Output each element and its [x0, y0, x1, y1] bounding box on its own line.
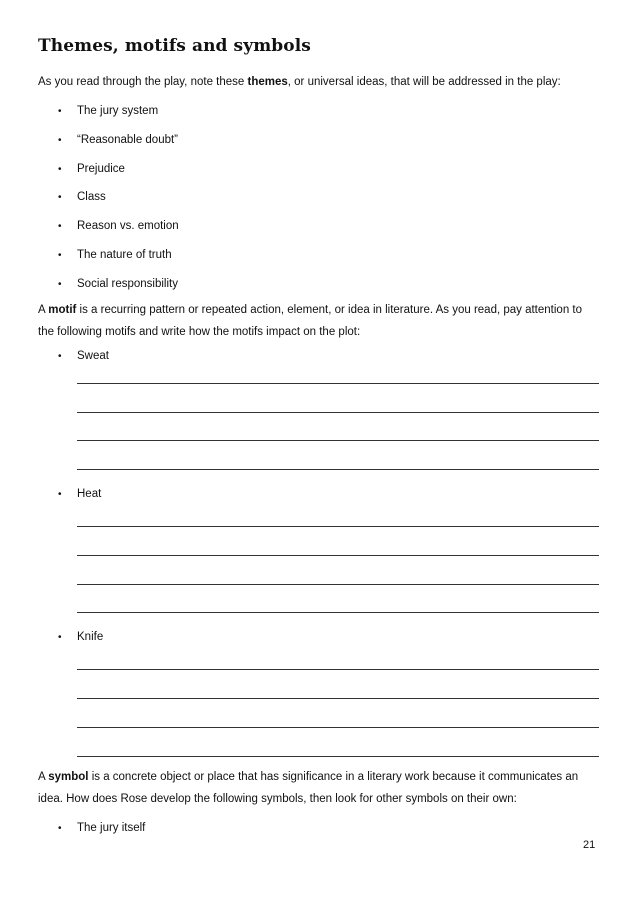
- theme-item: [58, 219, 179, 234]
- theme-label: The jury system: [77, 105, 159, 117]
- motif-intro: [38, 299, 600, 343]
- bullet-icon: •: [58, 221, 62, 232]
- bullet-icon: •: [58, 164, 62, 175]
- symbol-term: symbol: [48, 771, 89, 783]
- motif-term: motif: [48, 304, 77, 316]
- page-number: 21: [583, 839, 596, 851]
- bullet-icon: •: [58, 279, 62, 290]
- theme-label: “Reasonable doubt”: [77, 134, 179, 146]
- answer-line[interactable]: [77, 555, 599, 556]
- motif-label: Knife: [77, 631, 104, 643]
- answer-line[interactable]: [77, 526, 599, 527]
- motif-intro-text: A: [38, 304, 49, 316]
- theme-label: Prejudice: [77, 163, 125, 175]
- bullet-icon: •: [58, 250, 62, 261]
- theme-label: The nature of truth: [77, 249, 172, 261]
- answer-line[interactable]: [77, 612, 599, 613]
- theme-label: Class: [77, 191, 106, 203]
- bullet-icon: •: [58, 823, 62, 834]
- answer-line[interactable]: [77, 756, 599, 757]
- bullet-icon: •: [58, 135, 62, 146]
- page-title: Themes, motifs and symbols: [38, 36, 311, 56]
- symbol-intro: [38, 766, 600, 810]
- answer-line[interactable]: [77, 412, 599, 413]
- symbol-label: The jury itself: [77, 822, 146, 834]
- bullet-icon: •: [58, 632, 62, 643]
- symbol-item: [58, 821, 145, 836]
- symbol-intro-text-end: is a concrete object or place that has significance in a literary work because it communicates an idea. How does Rose develop the following symbols, then look for other symbols on their own:: [38, 771, 579, 805]
- bullet-icon: •: [58, 106, 62, 117]
- themes-term: themes: [247, 76, 288, 88]
- answer-line[interactable]: [77, 698, 599, 699]
- motif-intro-text-end: is a recurring pattern or repeated action, element, or idea in literature. As you read, pay attention to the following motifs and write how the motifs impact on the plot:: [38, 304, 582, 338]
- theme-item: [58, 277, 178, 292]
- motif-label: Heat: [77, 488, 102, 500]
- motif-item: [58, 630, 103, 645]
- answer-line[interactable]: [77, 383, 599, 384]
- answer-line[interactable]: [77, 584, 599, 585]
- theme-label: Social responsibility: [77, 278, 178, 290]
- bullet-icon: •: [58, 489, 62, 500]
- theme-item: [58, 190, 106, 205]
- answer-line[interactable]: [77, 469, 599, 470]
- symbol-intro-text: A: [38, 771, 49, 783]
- answer-line[interactable]: [77, 440, 599, 441]
- theme-label: Reason vs. emotion: [77, 220, 179, 232]
- themes-intro-text-end: , or universal ideas, that will be addressed in the play:: [287, 76, 561, 88]
- bullet-icon: •: [58, 192, 62, 203]
- answer-line[interactable]: [77, 669, 599, 670]
- motif-item: [58, 349, 109, 364]
- answer-line[interactable]: [77, 727, 599, 728]
- motif-label: Sweat: [77, 350, 109, 362]
- theme-item: [58, 162, 125, 177]
- theme-item: [58, 133, 178, 148]
- themes-intro-text: As you read through the play, note these: [38, 76, 248, 88]
- bullet-icon: •: [58, 351, 62, 362]
- themes-intro: [38, 71, 600, 93]
- motif-item: [58, 487, 101, 502]
- theme-item: [58, 248, 172, 263]
- theme-item: [58, 104, 158, 119]
